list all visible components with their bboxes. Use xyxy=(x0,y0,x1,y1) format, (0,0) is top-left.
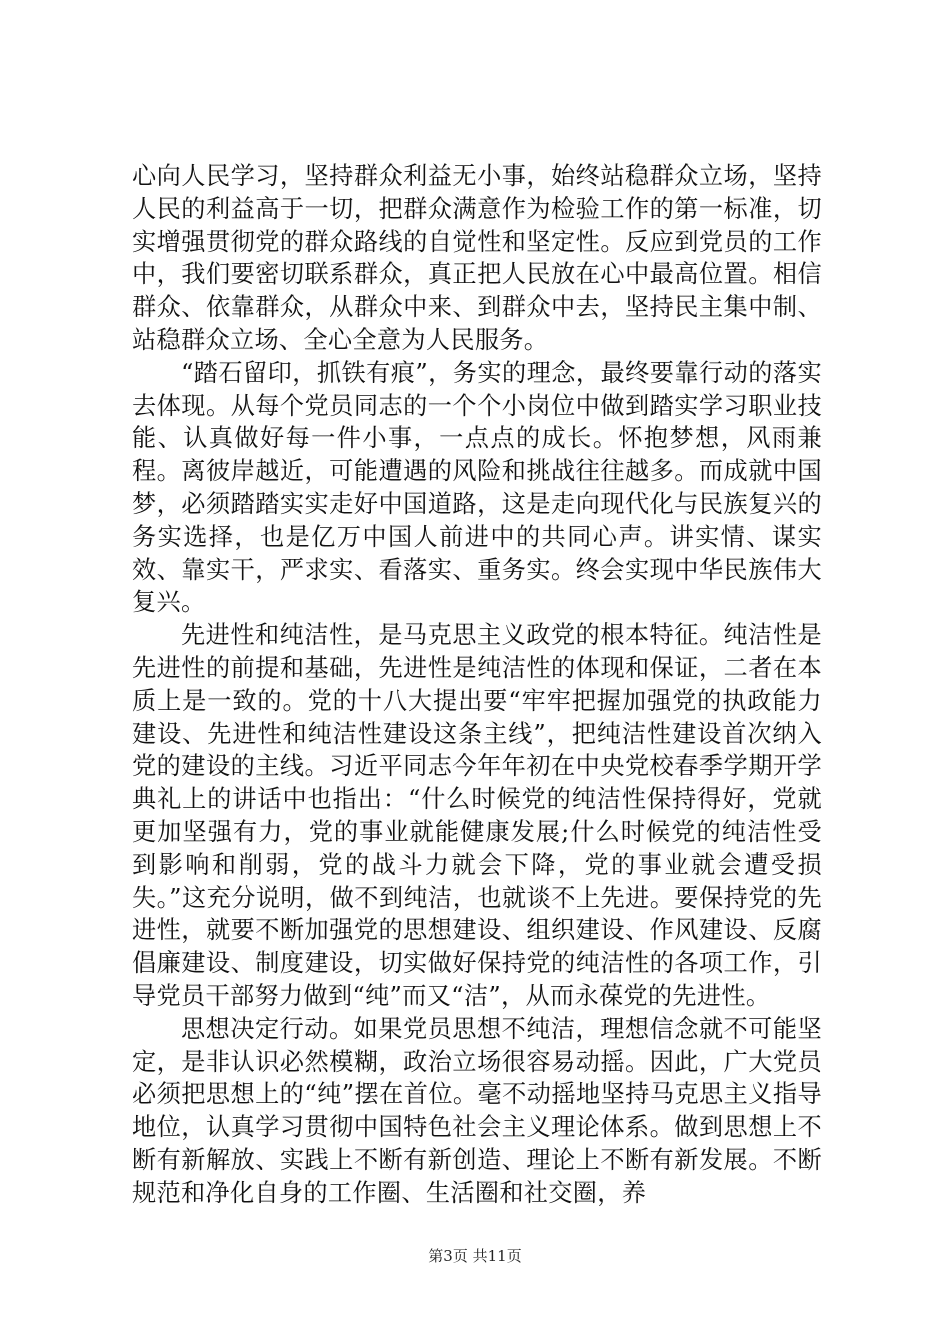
paragraph-continued: 心向人民学习，坚持群众利益无小事，始终站稳群众立场，坚持人民的利益高于一切，把群众满意作为检验工作的第一标准，切实增强贯彻党的群众路线的自觉性和坚定性。反应到党员的工作中，我们要密切联系群众，真正把人民放在心中最高位置。相信群众、依靠群众，从群众中来、到群众中去，坚持民主集中制、站稳群众立场、全心全意为人民服务。 xyxy=(132,162,822,354)
paragraph-practical-action: “踏石留印，抓铁有痕”，务实的理念，最终要靠行动的落实去体现。从每个党员同志的一个个小岗位中做到踏实学习职业技能、认真做好每一件小事，一点点的成长。怀抱梦想，风雨兼程。离彼岸越近，可能遭遇的风险和挑战往往越多。而成就中国梦，必须踏踏实实走好中国道路，这是走向现代化与民族复兴的务实选择，也是亿万中国人前进中的共同心声。讲实情、谋实效、靠实干，严求实、看落实、重务实。终会实现中华民族伟大复兴。 xyxy=(132,358,822,617)
paragraph-thought-action: 思想决定行动。如果党员思想不纯洁，理想信念就不可能坚定，是非认识必然模糊，政治立场很容易动摇。因此，广大党员必须把思想上的“纯”摆在首位。毫不动摇地坚持马克思主义指导地位，认真学习贯彻中国特色社会主义理论体系。做到思想上不断有新解放、实践上不断有新创造、理论上不断有新发展。不断规范和净化自身的工作圈、生活圈和社交圈，养 xyxy=(132,1014,822,1207)
page-number-footer: 第3页 共11页 xyxy=(428,1247,522,1265)
paragraph-advanced-purity: 先进性和纯洁性，是马克思主义政党的根本特征。纯洁性是先进性的前提和基础，先进性是纯洁性的体现和保证，二者在本质上是一致的。党的十八大提出要“牢牢把握加强党的执政能力建设、先进性和纯洁性建设这条主线”，把纯洁性建设首次纳入党的建设的主线。习近平同志今年年初在中央党校春季学期开学典礼上的讲话中也指出：“什么时候党的纯洁性保持得好，党就更加坚强有力，党的事业就能健康发展;什么时候党的纯洁性受到影响和削弱，党的战斗力就会下降，党的事业就会遭受损失。”这充分说明，做不到纯洁，也就谈不上先进。要保持党的先进性，就要不断加强党的思想建设、组织建设、作风建设、反腐倡廉建设、制度建设，切实做好保持党的纯洁性的各项工作，引导党员干部努力做到“纯”而又“洁”，从而永葆党的先进性。 xyxy=(132,621,822,1010)
document-body xyxy=(132,160,822,1210)
